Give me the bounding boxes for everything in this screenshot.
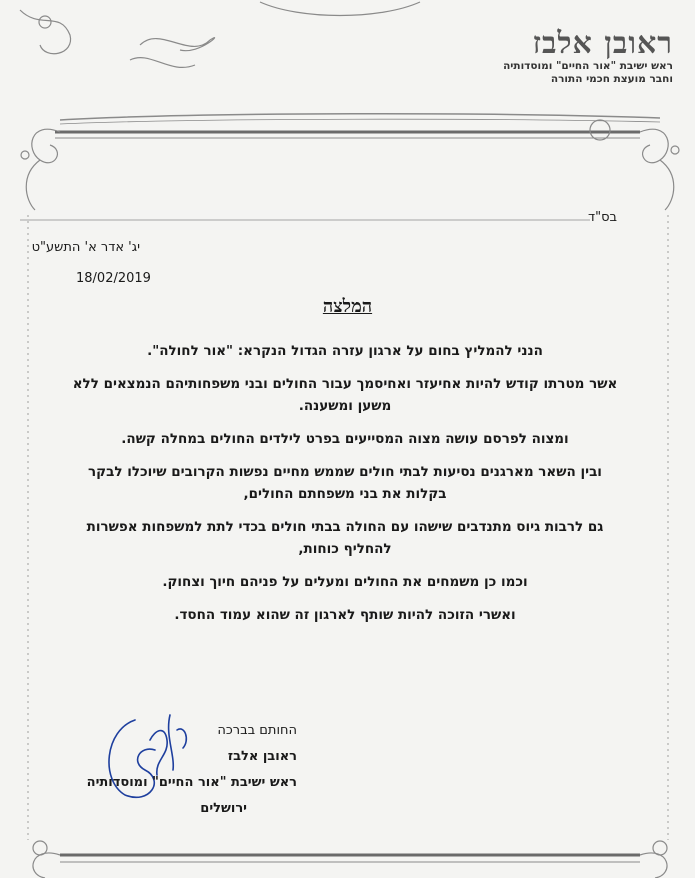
letter-body [70, 340, 620, 637]
signer-name: ראובן אלבז [227, 749, 297, 764]
document-title: המלצה [322, 296, 373, 317]
signer-role: ראש ישיבת "אור החיים" ומוסדותיה [86, 775, 297, 790]
gregorian-date: 18/02/2019 [76, 271, 151, 286]
paragraph: ובין השאר מארגנים נסיעות לבתי חולים שממש מחיים נפשות הקרובים שיוכלו לבקר בקלות את בני משפחתם החולים, [88, 464, 602, 502]
letterhead [343, 28, 673, 86]
paragraph: הנני להמליץ בחום על ארגון עזרה הגדול הנקרא: "אור לחולה". [147, 343, 543, 359]
paragraph: אשר מטרתו קודש להיות אחיעזר ואחיסמך עבור החולים ובני משפחותיהם הנמצאים ללא משען ומשענה. [72, 376, 618, 414]
letterhead-subtitle: וחבר מועצת חכמי התורה [550, 73, 673, 85]
letterhead-title: ראש ישיבת "אור החיים" ומוסדותיה [503, 60, 673, 72]
signoff-block [17, 718, 297, 822]
paragraph: ומצוה לפרסם עושה מצוה המסייעים בפרט לילדים החולים במחלה קשה. [121, 431, 569, 447]
hebrew-date: יג' אדר א' התשע"ט [31, 240, 140, 255]
signer-city: ירושלים [200, 801, 247, 816]
paragraph: גם לרבות גיוס מתנדבים שישהו עם החולה בבתי חולים בכדי לתת למשפחות אפשרות להחליף כוחות, [86, 519, 604, 557]
paragraph: ואשרי הזוכה להיות שותף לארגון זה שהוא עמוד החסד. [174, 607, 516, 623]
letterhead-name: ראובן אלבז [532, 26, 673, 61]
paragraph: וכמו כן משמחים את החולים ומעלים על פניהם חיוך וצחוק. [162, 574, 528, 590]
closing-text: החותם בברכה [217, 723, 297, 738]
bsd-mark: בס"ד [588, 210, 618, 225]
